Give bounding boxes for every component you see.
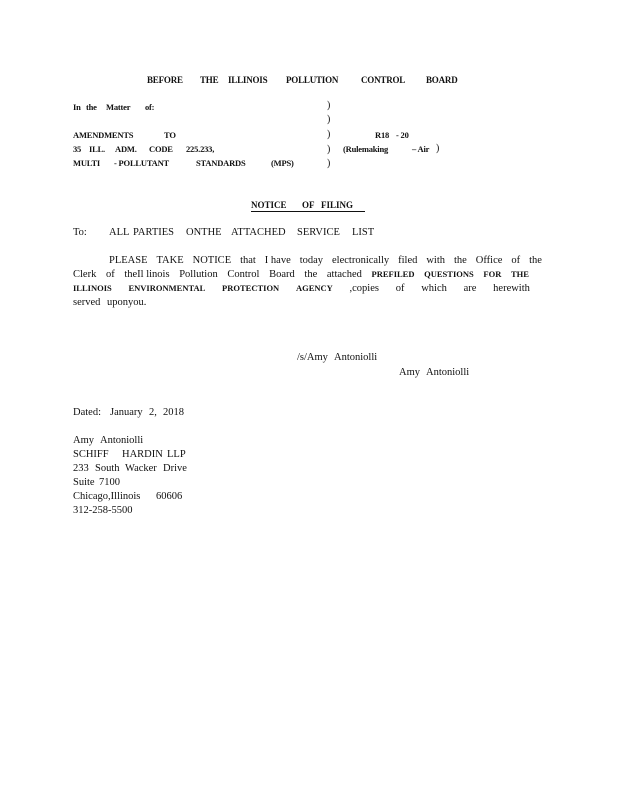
notice-title-underline bbox=[251, 211, 365, 212]
notice-title-of: OF bbox=[302, 200, 315, 210]
notice-title-notice: NOTICE bbox=[251, 200, 287, 210]
address-name-first: Amy bbox=[73, 435, 94, 446]
para-word: the bbox=[304, 269, 318, 280]
caption-pollutant: - POLLUTANT bbox=[114, 158, 170, 168]
notice-title-filing: FILING bbox=[321, 200, 354, 210]
dated-day: 2, bbox=[149, 407, 157, 418]
para-word-bold: QUESTIONS bbox=[424, 269, 474, 279]
para-word-bold: PROTECTION bbox=[222, 283, 280, 293]
address-suite-number: 7100 bbox=[99, 477, 120, 488]
caption-adm: ADM. bbox=[115, 144, 137, 154]
caption-paren-3: ) bbox=[327, 129, 331, 140]
caption-amendments: AMENDMENTS bbox=[73, 130, 134, 140]
to-attached: ATTACHED bbox=[231, 227, 286, 238]
para-word: the bbox=[453, 255, 467, 266]
caption-the: the bbox=[86, 102, 97, 112]
caption-in: In bbox=[73, 102, 81, 112]
address-firm-2: HARDIN bbox=[122, 449, 163, 460]
para-word: Office bbox=[475, 255, 503, 266]
address-name-last: Antoniolli bbox=[100, 435, 144, 446]
para-word: of bbox=[395, 283, 405, 294]
address-suite-label: Suite bbox=[73, 477, 95, 488]
caption-multi: MULTI bbox=[73, 158, 101, 168]
dated-year: 2018 bbox=[163, 407, 184, 418]
para-word: electronically bbox=[332, 255, 390, 266]
docket-rulemaking: (Rulemaking bbox=[343, 144, 389, 154]
header-word-the: THE bbox=[200, 75, 219, 85]
docket-number: - 20 bbox=[396, 130, 409, 140]
caption-section: 225.233, bbox=[186, 144, 215, 154]
para-word: herewith bbox=[493, 283, 530, 294]
para-uponyou: uponyou. bbox=[107, 297, 147, 308]
para-word: Clerk bbox=[73, 269, 97, 280]
to-parties: PARTIES bbox=[133, 227, 174, 238]
caption-paren-2: ) bbox=[327, 114, 331, 125]
para-word: Board bbox=[269, 269, 295, 280]
para-word: Pollution bbox=[179, 269, 218, 280]
para-word: are bbox=[463, 283, 477, 294]
to-all: ALL bbox=[109, 227, 130, 238]
para-word: with bbox=[426, 255, 446, 266]
docket-close-paren: ) bbox=[436, 143, 440, 154]
caption-code: CODE bbox=[149, 144, 173, 154]
signature-printed-last: Antoniolli bbox=[426, 367, 470, 378]
paragraph-line-1 bbox=[109, 255, 542, 266]
dated-label: Dated: bbox=[73, 407, 101, 418]
para-word-bold: ENVIRONMENTAL bbox=[128, 283, 206, 293]
para-word-bold: AGENCY bbox=[295, 283, 333, 293]
para-word: of bbox=[105, 269, 115, 280]
para-word-bold: PREFILED bbox=[371, 269, 415, 279]
para-word: that bbox=[240, 255, 256, 266]
signature-slash-s: /s/Amy bbox=[297, 352, 328, 363]
address-city: Chicago,Illinois bbox=[73, 491, 141, 502]
para-word: attached bbox=[326, 269, 362, 280]
to-label: To: bbox=[73, 227, 87, 238]
to-onthe: ONTHE bbox=[186, 227, 222, 238]
address-street-2: Wacker bbox=[125, 463, 157, 474]
signature-slash-s-surname: Antoniolli bbox=[334, 352, 378, 363]
address-firm-3: LLP bbox=[167, 449, 186, 460]
para-word: Control bbox=[227, 269, 260, 280]
address-street-1: South bbox=[95, 463, 120, 474]
header-word-illinois: ILLINOIS bbox=[228, 75, 268, 85]
docket-r18: R18 bbox=[375, 130, 390, 140]
paragraph-line-2 bbox=[73, 269, 529, 280]
caption-ill: ILL. bbox=[89, 144, 105, 154]
address-street-3: Drive bbox=[163, 463, 187, 474]
header-word-control: CONTROL bbox=[361, 75, 406, 85]
address-phone: 312-258-5500 bbox=[73, 505, 133, 516]
caption-matter: Matter bbox=[106, 102, 131, 112]
header-word-board: BOARD bbox=[426, 75, 458, 85]
caption-paren-4: ) bbox=[327, 144, 331, 155]
caption-paren-5: ) bbox=[327, 158, 331, 169]
para-word: which bbox=[421, 283, 447, 294]
para-word-bold: ILLINOIS bbox=[73, 283, 112, 293]
paragraph-line-3 bbox=[73, 283, 530, 294]
para-word-bold: THE bbox=[510, 269, 529, 279]
address-zip: 60606 bbox=[156, 491, 183, 502]
dated-month: January bbox=[110, 407, 143, 418]
to-list: LIST bbox=[352, 227, 375, 238]
para-word: TAKE bbox=[156, 255, 184, 266]
caption-paren-1: ) bbox=[327, 100, 331, 111]
para-served: served bbox=[73, 297, 101, 308]
address-street-number: 233 bbox=[73, 463, 89, 474]
para-word: ,copies bbox=[349, 283, 379, 294]
para-word: NOTICE bbox=[192, 255, 232, 266]
para-word: today bbox=[299, 255, 324, 266]
address-firm-1: SCHIFF bbox=[73, 449, 109, 460]
para-word: of bbox=[511, 255, 521, 266]
caption-mps: (MPS) bbox=[271, 158, 294, 168]
caption-standards: STANDARDS bbox=[196, 158, 246, 168]
to-service: SERVICE bbox=[297, 227, 340, 238]
caption-to: TO bbox=[164, 130, 176, 140]
para-word: PLEASE bbox=[109, 255, 148, 266]
docket-air: – Air bbox=[412, 144, 430, 154]
para-word: filed bbox=[398, 255, 418, 266]
caption-35: 35 bbox=[73, 144, 82, 154]
header-word-before: BEFORE bbox=[147, 75, 183, 85]
signature-printed-first: Amy bbox=[399, 367, 420, 378]
caption-of: of: bbox=[145, 102, 155, 112]
para-word: theIl linois bbox=[124, 269, 170, 280]
para-word: the bbox=[529, 255, 542, 266]
para-word: I have bbox=[264, 255, 291, 266]
para-word-bold: FOR bbox=[483, 269, 502, 279]
header-word-pollution: POLLUTION bbox=[286, 75, 339, 85]
